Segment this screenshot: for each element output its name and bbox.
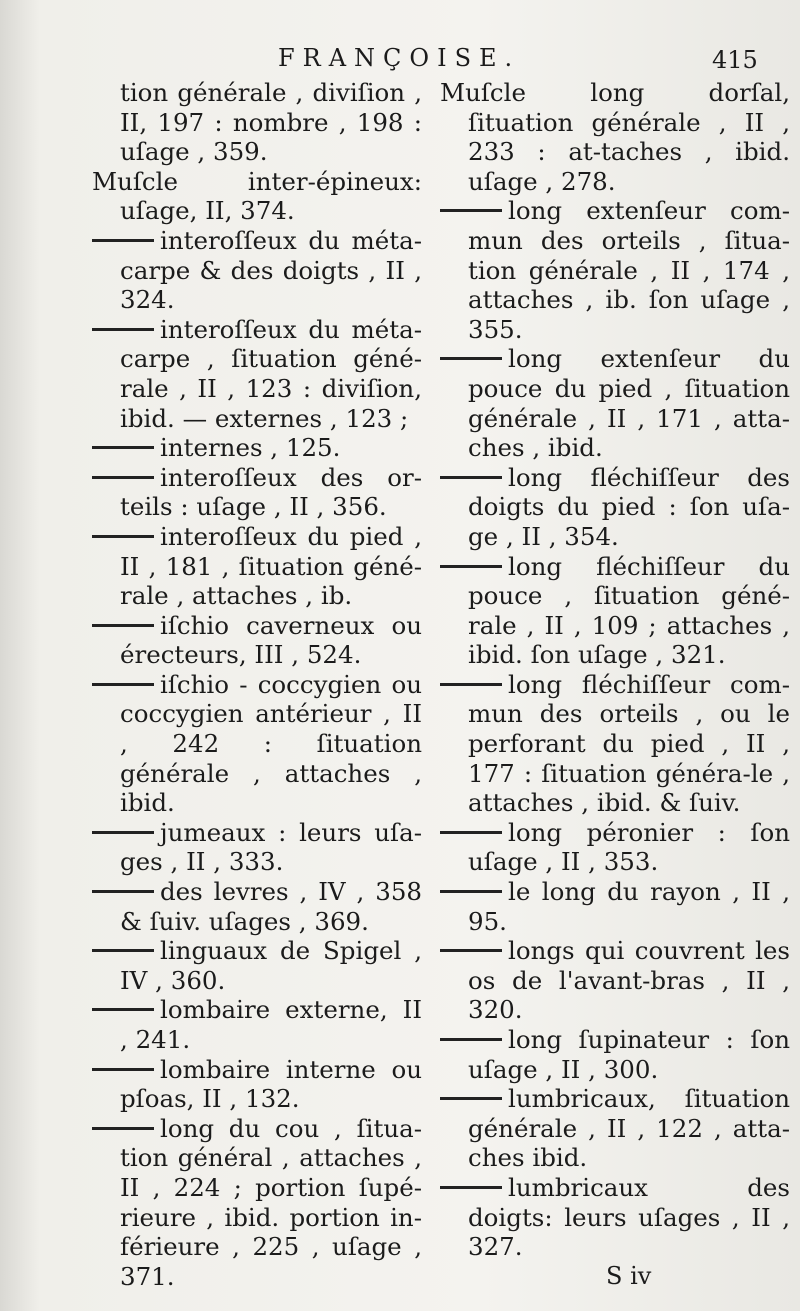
ditto-dash-rule: [440, 565, 502, 568]
page-header: [0, 42, 800, 82]
ditto-dash-rule: [92, 624, 154, 627]
ditto-dash-rule: [440, 1038, 502, 1041]
index-entry: [440, 670, 790, 818]
index-entry: [92, 226, 422, 315]
index-entry-text: interoſſeux des or-teils : uſage , II , 356.: [120, 462, 422, 522]
ditto-dash-rule: [92, 949, 154, 952]
ditto-dash-rule: [92, 683, 154, 686]
index-entry: [440, 818, 790, 877]
ditto-dash-rule: [92, 328, 154, 331]
index-entry-text: long péronier : ſon uſage , II , 353.: [468, 817, 790, 877]
index-entry: [440, 1173, 790, 1262]
index-entry-text: internes , 125.: [160, 433, 341, 463]
index-entry: [92, 1055, 422, 1114]
index-entry-text: lombaire interne ou pſoas, II , 132.: [120, 1054, 422, 1114]
index-entry: [92, 463, 422, 522]
index-entry: [440, 463, 790, 552]
ditto-dash-rule: [440, 357, 502, 360]
index-entry: [92, 433, 422, 463]
index-entry-text: Muſcle long dorſal, ſituation générale , II , 233 : at-taches , ibid. uſage , 278.: [440, 78, 790, 196]
index-entry: [92, 995, 422, 1054]
index-entry-text: long extenſeur com-mun des orteils , ſitua-tion générale , II , 174 , attaches , ib. ſon uſage , 355.: [468, 196, 790, 344]
index-entry-text: long ſupinateur : ſon uſage , II , 300.: [468, 1025, 790, 1084]
page-number: 415: [712, 46, 758, 74]
ditto-dash-rule: [92, 1068, 154, 1071]
index-entry-text: tion générale , diviſion , II, 197 : nombre , 198 : uſage , 359.: [120, 78, 422, 167]
index-entry-text: longs qui couvrent les os de l'avant-bras , II , 320.: [468, 936, 790, 1025]
ditto-dash-rule: [440, 1186, 502, 1189]
index-entry: [440, 1084, 790, 1173]
index-entry: [440, 196, 790, 344]
ditto-dash-rule: [92, 535, 154, 538]
index-entry: [440, 1025, 790, 1084]
ditto-dash-rule: [440, 683, 502, 686]
running-title: FRANÇOISE.: [278, 44, 521, 72]
index-entry-text: lumbricaux, ſituation générale , II , 122 , atta-ches ibid.: [468, 1084, 790, 1173]
index-entry-text: long du cou , ſitua-tion général , attaches , II , 224 ; portion ſupé-rieure , ibid. portion in-férieure , 225 , uſage , 371.: [120, 1113, 422, 1291]
signature-mark: S iv: [606, 1262, 652, 1290]
index-entry-text: des levres , IV , 358 & ſuiv. uſages , 369.: [120, 877, 422, 936]
index-entry-text: Muſcle inter-épineux: uſage, II, 374.: [92, 166, 422, 226]
index-entry: [92, 877, 422, 936]
index-entry: [92, 611, 422, 670]
index-entry-text: long fléchiſſeur des doigts du pied : ſon uſa-ge , II , 354.: [468, 462, 790, 551]
index-entry-text: lumbricaux des doigts: leurs uſages , II , 327.: [468, 1172, 790, 1262]
index-entry: [92, 1114, 422, 1292]
ditto-dash-rule: [440, 1097, 502, 1100]
ditto-dash-rule: [92, 1008, 154, 1011]
index-entry-text: linguaux de Spigel , IV , 360.: [120, 936, 422, 995]
ditto-dash-rule: [92, 476, 154, 479]
index-entry-text: interoſſeux du méta-carpe & des doigts , II , 324.: [120, 225, 422, 315]
index-column-left: [92, 78, 422, 1291]
ditto-dash-rule: [440, 949, 502, 952]
index-entry-text: long fléchiſſeur com-mun des orteils , ou le perforant du pied , II , 177 : ſituation généra-le , attaches , ibid. & ſuiv.: [468, 669, 790, 818]
index-entry-text: interoſſeux du méta-carpe , ſituation géné-rale , II , 123 : diviſion, ibid. — externes , 123 ;: [120, 314, 422, 433]
ditto-dash-rule: [440, 890, 502, 893]
ditto-dash-rule: [440, 209, 502, 212]
index-entry-text: le long du rayon , II , 95.: [468, 877, 790, 936]
index-entry: [92, 78, 422, 167]
index-entry-text: iſchio caverneux ou érecteurs, III , 524.: [120, 610, 422, 670]
index-entry: [440, 78, 790, 196]
index-entry: [92, 818, 422, 877]
index-entry-text: long fléchiſſeur du pouce , ſituation géné-rale , II , 109 ; attaches , ibid. ſon uſage , 321.: [468, 551, 790, 670]
index-entry: [440, 344, 790, 462]
index-column-right: [440, 78, 790, 1262]
index-entry: [92, 315, 422, 433]
ditto-dash-rule: [92, 446, 154, 449]
index-entry: [440, 877, 790, 936]
ditto-dash-rule: [440, 476, 502, 479]
index-entry: [440, 936, 790, 1025]
index-entry-text: lombaire externe, II , 241.: [120, 995, 422, 1054]
index-entry-text: jumeaux : leurs uſa-ges , II , 333.: [120, 817, 422, 877]
index-entry-text: interoſſeux du pied , II , 181 , ſituation géné-rale , attaches , ib.: [120, 521, 422, 611]
index-entry: [92, 167, 422, 226]
index-entry: [92, 670, 422, 818]
index-entry: [440, 552, 790, 670]
index-entry-text: long extenſeur du pouce du pied , ſituation générale , II , 171 , atta-ches , ibid.: [468, 344, 790, 463]
ditto-dash-rule: [92, 831, 154, 834]
ditto-dash-rule: [440, 831, 502, 834]
index-entry: [92, 522, 422, 611]
ditto-dash-rule: [92, 1127, 154, 1130]
index-entry: [92, 936, 422, 995]
ditto-dash-rule: [92, 890, 154, 893]
ditto-dash-rule: [92, 239, 154, 242]
index-entry-text: iſchio - coccygien ou coccygien antérieur , II , 242 : ſituation générale , attaches , ibid.: [120, 669, 422, 818]
